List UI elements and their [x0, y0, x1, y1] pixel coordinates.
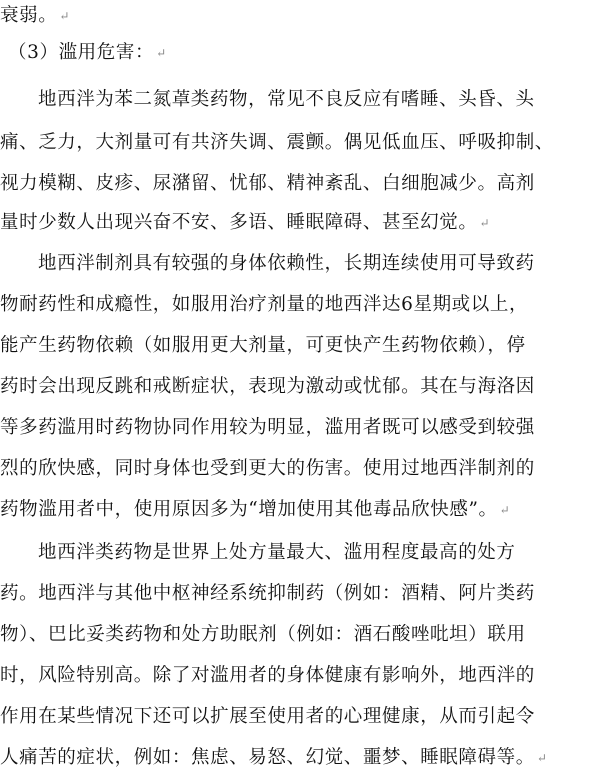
line-text: 能产生药物依赖（如服用更大剂量，可更快产生药物依赖），停	[0, 335, 526, 356]
line-text: 物耐药性和成瘾性，如服用治疗剂量的地西泮达6星期或以上，	[0, 294, 529, 315]
line-text: 等多药滥用时药物协同作用较为明显，滥用者既可以感受到较强	[0, 417, 535, 438]
line-text: 药时会出现反跳和戒断症状，表现为激动或忧郁。其在与海洛因	[0, 376, 535, 397]
text-line	[0, 494, 597, 526]
paragraph-mark-icon: ↵	[156, 46, 167, 60]
text-line	[0, 453, 597, 485]
line-text: 衰弱。	[0, 5, 58, 26]
line-text: 物）、巴比妥类药物和处方助眠剂（例如：酒石酸唑吡坦）联用	[0, 624, 526, 645]
text-line	[0, 660, 597, 692]
text-line	[0, 701, 597, 733]
line-text: 烈的欣快感，同时身体也受到更大的伤害。使用过地西泮制剂的	[0, 458, 535, 479]
text-line	[0, 84, 597, 116]
text-line	[0, 207, 597, 239]
paragraph-mark-icon: ↵	[499, 503, 511, 517]
text-line	[0, 371, 597, 403]
text-line	[0, 537, 597, 569]
section-heading	[0, 37, 597, 69]
text-line	[0, 412, 597, 444]
text-line	[0, 127, 597, 159]
line-text: 时，风险特别高。除了对滥用者的身体健康有影响外，地西泮的	[0, 665, 535, 686]
text-line	[0, 168, 597, 200]
paragraph-mark-icon: ↵	[536, 751, 548, 765]
line-text: 痛、乏力，大剂量可有共济失调、震颤。偶见低血压、呼吸抑制、	[0, 132, 554, 153]
line-text: 地西泮为苯二氮䓬类药物，常见不良反应有嗜睡、头昏、头	[38, 89, 535, 110]
text-line	[0, 248, 597, 280]
line-text: 视力模糊、皮疹、尿潴留、忧郁、精神紊乱、白细胞减少。高剂	[0, 173, 535, 194]
line-text: 量时少数人出现兴奋不安、多语、睡眠障碍、甚至幻觉。	[0, 212, 478, 233]
line-text: 人痛苦的症状，例如：焦虑、易怒、幻觉、噩梦、睡眠障碍等。	[0, 747, 535, 768]
text-line	[0, 742, 597, 774]
text-line	[0, 289, 597, 321]
text-line	[0, 619, 597, 651]
paragraph-mark-icon: ↵	[479, 216, 491, 230]
heading-text: （3）滥用危害：	[8, 42, 155, 63]
text-line	[0, 0, 597, 32]
line-text: 地西泮类药物是世界上处方量最大、滥用程度最高的处方	[38, 542, 516, 563]
text-line	[0, 578, 597, 610]
line-text: 地西泮制剂具有较强的身体依赖性，长期连续使用可导致药	[38, 253, 535, 274]
line-text: 药物滥用者中，使用原因多为“增加使用其他毒品欣快感”。	[0, 499, 498, 520]
paragraph-mark-icon: ↵	[59, 9, 70, 23]
line-text: 作用在某些情况下还可以扩展至使用者的心理健康，从而引起令	[0, 706, 535, 727]
text-line	[0, 330, 597, 362]
line-text: 药。地西泮与其他中枢神经系统抑制药（例如：酒精、阿片类药	[0, 583, 535, 604]
